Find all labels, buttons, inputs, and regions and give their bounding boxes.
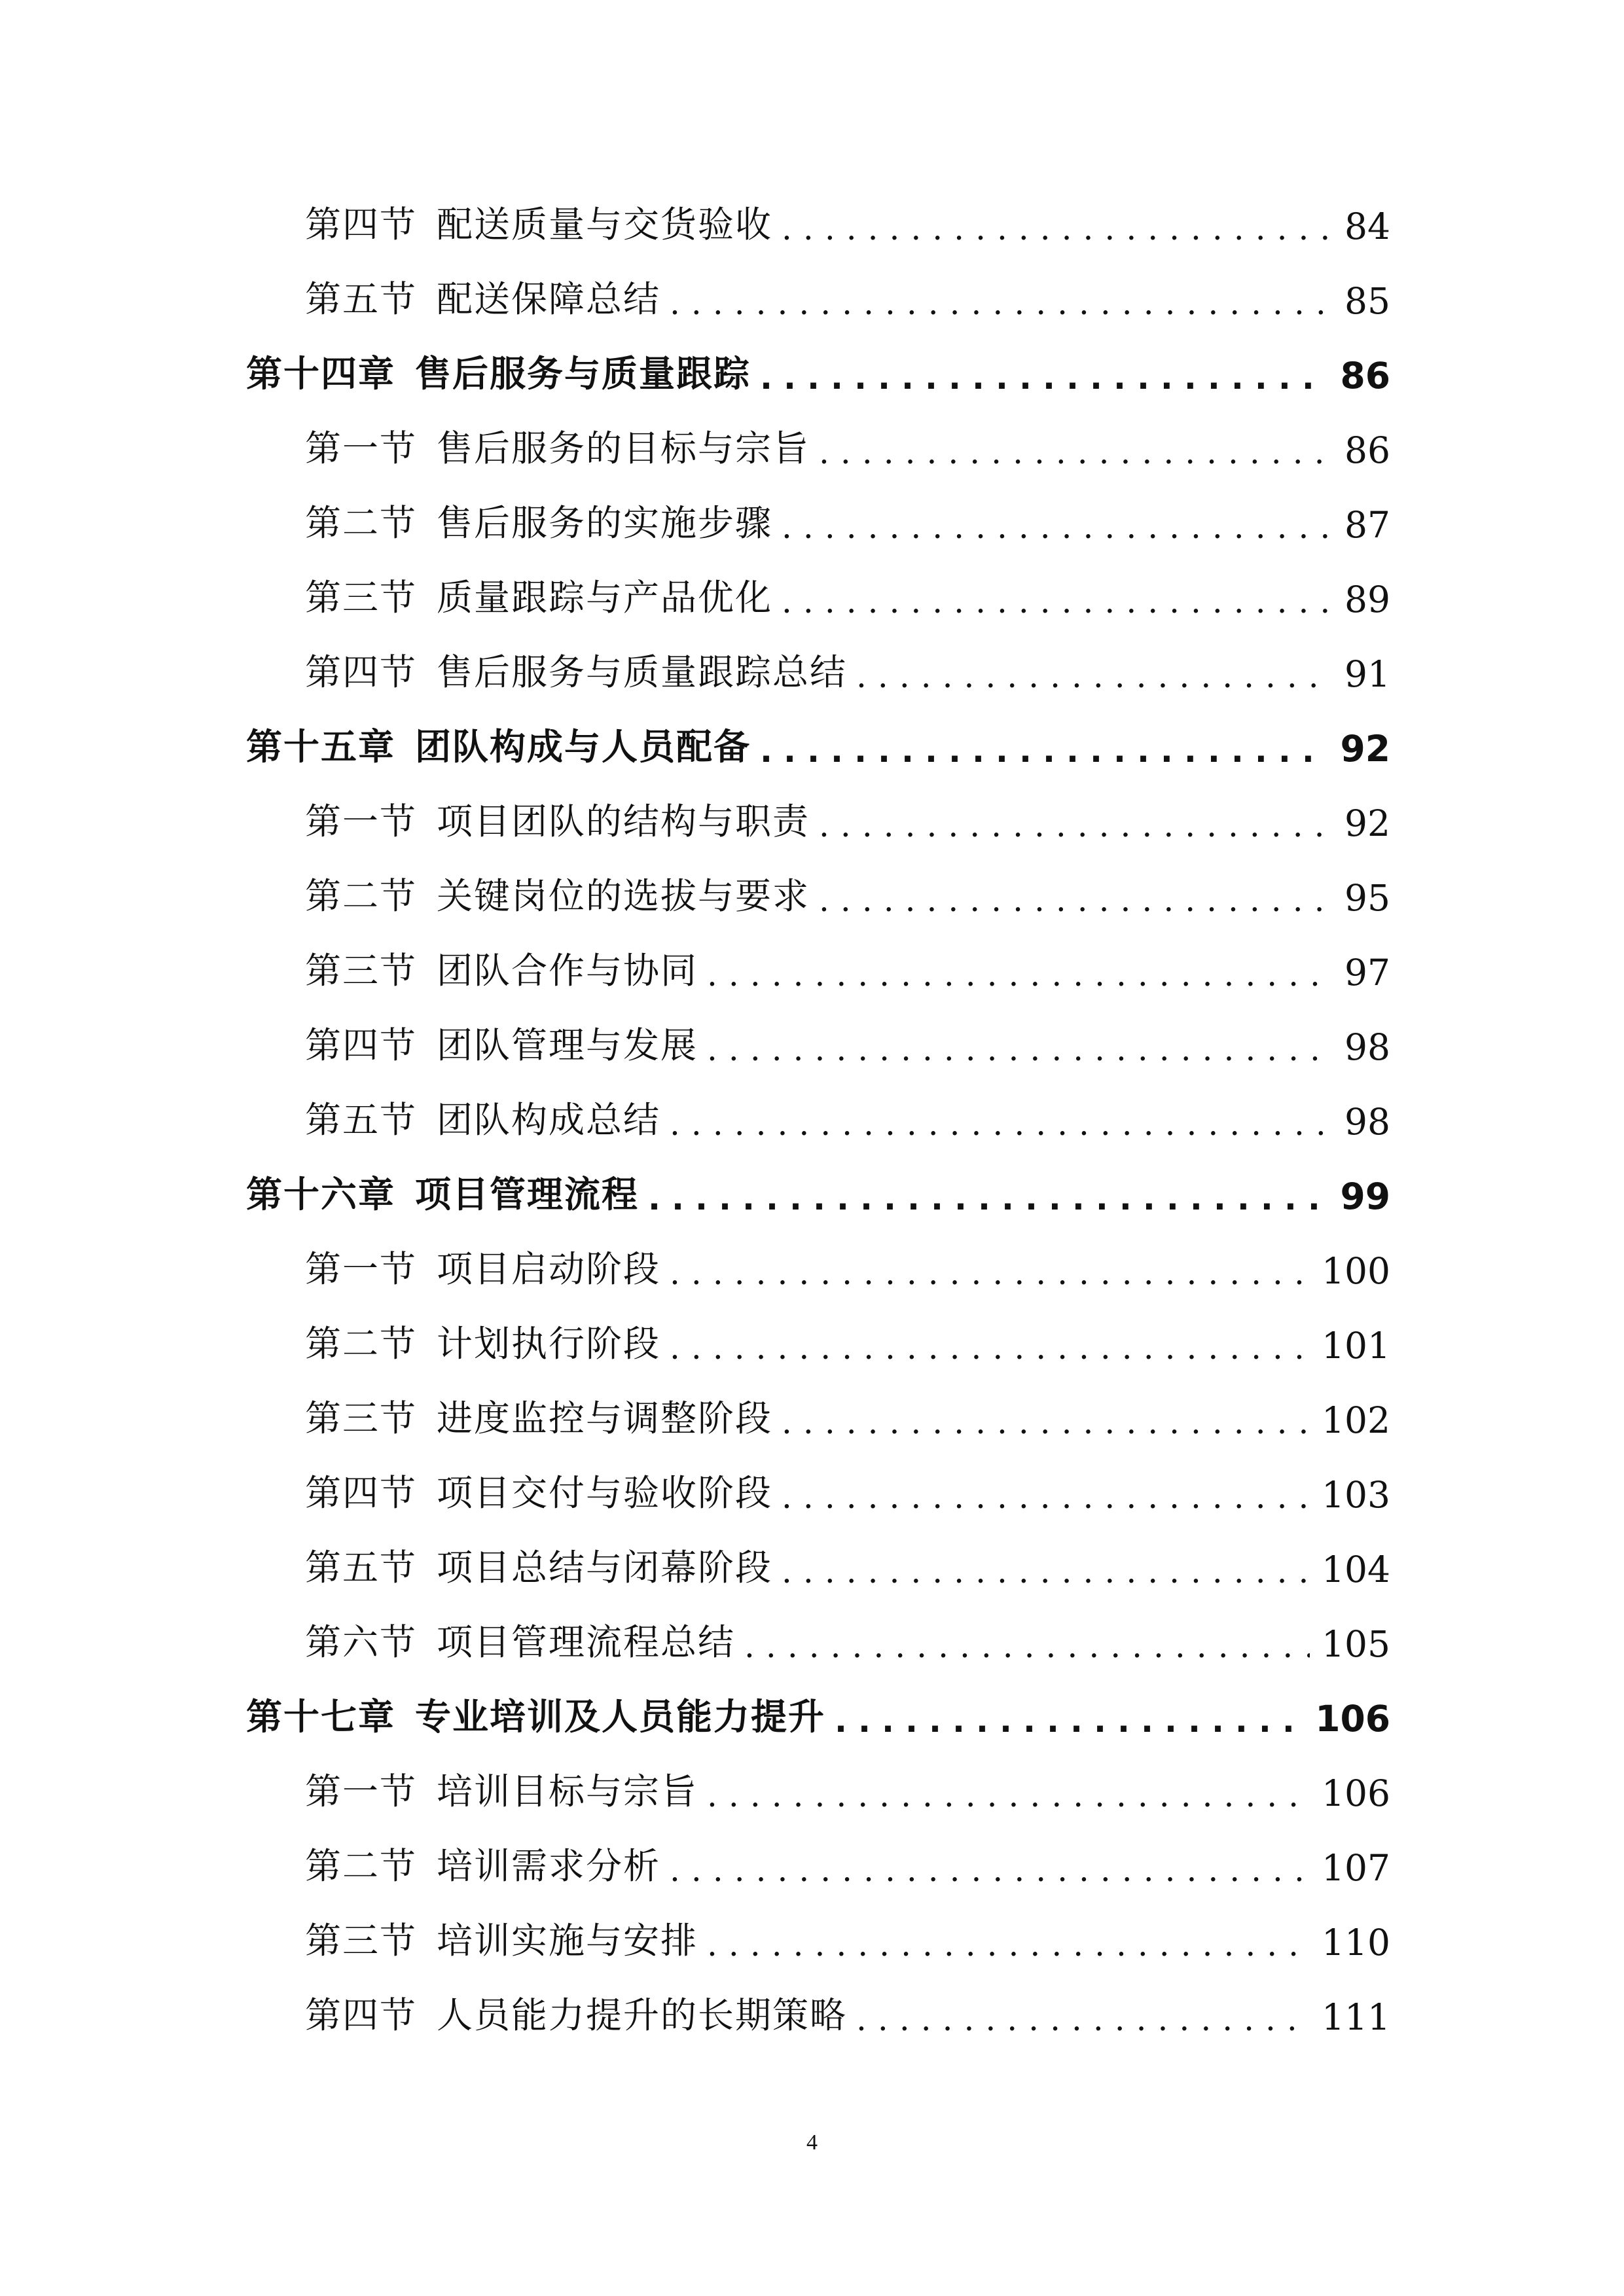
toc-section-row[interactable] <box>305 1837 1390 1889</box>
toc-section-row[interactable] <box>305 867 1390 919</box>
dot-leader <box>856 657 1333 695</box>
toc-entry-number: 第一节 <box>305 427 418 469</box>
toc-section-row[interactable] <box>305 1314 1390 1367</box>
toc-section-row[interactable] <box>305 419 1390 471</box>
toc-entry-label <box>305 1539 772 1590</box>
dot-leader <box>819 881 1333 919</box>
toc-entry-label <box>246 1166 639 1217</box>
toc-entry-title: 人员能力提升的长期策略 <box>437 1994 848 2036</box>
toc-entry-number: 第十四章 <box>246 353 396 395</box>
toc-entry-label <box>305 1912 698 1964</box>
dot-leader <box>670 284 1333 322</box>
dot-leader <box>707 956 1333 994</box>
toc-entry-label <box>305 1315 660 1367</box>
toc-entry-title: 团队合作与协同 <box>437 950 698 992</box>
toc-page-number: 106 <box>1315 1698 1390 1740</box>
toc-section-row[interactable] <box>305 493 1390 546</box>
toc-entry-label <box>305 643 847 695</box>
toc-entry-title: 团队管理与发展 <box>437 1024 698 1066</box>
toc-entry-label <box>305 420 810 471</box>
toc-section-row[interactable] <box>305 1016 1390 1068</box>
toc-entry-number: 第四节 <box>305 651 418 693</box>
toc-entry-number: 第一节 <box>305 800 418 842</box>
toc-section-row[interactable] <box>305 1463 1390 1516</box>
toc-section-row[interactable] <box>305 1762 1390 1814</box>
toc-entry-number: 第四节 <box>305 1024 418 1066</box>
dot-leader <box>707 1926 1310 1964</box>
toc-section-row[interactable] <box>305 1613 1390 1665</box>
toc-entry-title: 项目启动阶段 <box>437 1248 661 1290</box>
toc-entry-title: 售后服务的目标与宗旨 <box>437 427 810 469</box>
toc-entry-title: 进度监控与调整阶段 <box>437 1397 773 1439</box>
dot-leader <box>670 1851 1310 1889</box>
toc-chapter-row[interactable] <box>246 1165 1390 1217</box>
toc-entry-title: 质量跟踪与产品优化 <box>437 577 773 619</box>
toc-page-number: 106 <box>1322 1772 1390 1814</box>
toc-entry-label <box>305 196 772 247</box>
toc-chapter-row[interactable] <box>246 344 1390 397</box>
toc-page-number: 95 <box>1344 877 1390 919</box>
toc-page-number: 86 <box>1344 429 1390 471</box>
toc-entry-label <box>305 1613 735 1665</box>
toc-entry-title: 项目管理流程 <box>415 1174 640 1215</box>
toc-page-number: 98 <box>1344 1026 1390 1068</box>
toc-page-number: 111 <box>1322 1996 1390 2038</box>
dot-leader <box>782 508 1333 546</box>
toc-section-row[interactable] <box>305 1090 1390 1143</box>
toc-page-number: 98 <box>1344 1101 1390 1143</box>
toc-section-row[interactable] <box>305 195 1390 247</box>
toc-entry-title: 售后服务与质量跟踪 <box>415 353 751 395</box>
dot-leader <box>670 1329 1310 1367</box>
toc-entry-title: 培训实施与安排 <box>437 1920 698 1962</box>
toc-entry-title: 项目总结与闭幕阶段 <box>437 1547 773 1588</box>
dot-leader <box>782 1552 1310 1590</box>
toc-entry-label <box>305 1390 772 1441</box>
toc-page-number: 103 <box>1322 1474 1390 1516</box>
dot-leader <box>744 1627 1310 1665</box>
toc-entry-title: 售后服务与质量跟踪总结 <box>437 651 848 693</box>
toc-entry-number: 第五节 <box>305 278 418 320</box>
dot-leader <box>782 583 1333 620</box>
toc-entry-label <box>305 942 698 994</box>
toc-page-number: 97 <box>1344 952 1390 994</box>
toc-page-number: 102 <box>1322 1399 1390 1441</box>
toc-entry-number: 第五节 <box>305 1099 418 1141</box>
toc-entry-number: 第二节 <box>305 502 418 544</box>
dot-leader <box>835 1702 1303 1740</box>
dot-leader <box>856 2000 1310 2038</box>
toc-entry-label <box>305 867 810 919</box>
toc-entry-title: 配送质量与交货验收 <box>437 204 773 245</box>
dot-leader <box>819 433 1333 471</box>
toc-entry-number: 第五节 <box>305 1547 418 1588</box>
toc-page-number: 104 <box>1322 1549 1390 1590</box>
toc-section-row[interactable] <box>305 270 1390 322</box>
toc-entry-title: 培训目标与宗旨 <box>437 1770 698 1812</box>
toc-page-number: 87 <box>1344 504 1390 546</box>
toc-section-row[interactable] <box>305 1986 1390 2038</box>
toc-entry-label <box>305 494 772 546</box>
toc-page-number: 105 <box>1322 1623 1390 1665</box>
dot-leader <box>782 209 1333 247</box>
toc-entry-number: 第一节 <box>305 1248 418 1290</box>
toc-page-number: 86 <box>1340 355 1390 397</box>
toc-page-number: 110 <box>1322 1922 1390 1964</box>
toc-entry-label <box>305 1464 772 1516</box>
dot-leader <box>819 806 1333 844</box>
toc-entry-number: 第三节 <box>305 1397 418 1439</box>
toc-entry-number: 第十五章 <box>246 726 396 768</box>
dot-leader <box>782 1403 1310 1441</box>
toc-entry-title: 项目交付与验收阶段 <box>437 1472 773 1514</box>
dot-leader <box>670 1254 1310 1292</box>
toc-section-row[interactable] <box>305 1389 1390 1441</box>
toc-entry-title: 关键岗位的选拔与要求 <box>437 875 810 917</box>
toc-entry-title: 项目团队的结构与职责 <box>437 800 810 842</box>
toc-section-row[interactable] <box>305 792 1390 844</box>
toc-entry-title: 配送保障总结 <box>437 278 661 320</box>
toc-page-number: 85 <box>1344 280 1390 322</box>
toc-section-row[interactable] <box>305 941 1390 994</box>
toc-entry-title: 团队构成总结 <box>437 1099 661 1141</box>
toc-entry-number: 第一节 <box>305 1770 418 1812</box>
toc-page-number: 92 <box>1344 802 1390 844</box>
dot-leader <box>707 1776 1310 1814</box>
toc-entry-title: 培训需求分析 <box>437 1845 661 1887</box>
toc-entry-number: 第二节 <box>305 875 418 917</box>
toc-entry-number: 第十七章 <box>246 1696 396 1738</box>
toc-entry-label <box>246 1688 825 1740</box>
toc-section-row[interactable] <box>305 568 1390 620</box>
toc-chapter-row[interactable] <box>246 1687 1390 1740</box>
dot-leader <box>760 359 1328 397</box>
toc-section-row[interactable] <box>305 1538 1390 1590</box>
toc-page-number: 100 <box>1322 1250 1390 1292</box>
dot-leader <box>648 1179 1328 1217</box>
footer-page-number: 4 <box>806 2130 818 2155</box>
toc-entry-label <box>246 345 751 397</box>
toc-entry-number: 第十六章 <box>246 1174 396 1215</box>
toc-chapter-row[interactable] <box>246 717 1390 770</box>
toc-page-number: 99 <box>1340 1175 1390 1217</box>
toc-entry-number: 第二节 <box>305 1845 418 1887</box>
toc-entry-title: 专业培训及人员能力提升 <box>415 1696 826 1738</box>
toc-section-row[interactable] <box>305 1240 1390 1292</box>
toc-section-row[interactable] <box>305 1911 1390 1964</box>
toc-entry-label <box>305 1986 847 2038</box>
toc-entry-number: 第四节 <box>305 1472 418 1514</box>
toc-entry-label <box>305 1016 698 1068</box>
toc-entry-number: 第四节 <box>305 204 418 245</box>
toc-entry-label <box>305 1091 660 1143</box>
toc-entry-label <box>305 569 772 620</box>
toc-entry-number: 第三节 <box>305 577 418 619</box>
toc-entry-number: 第三节 <box>305 950 418 992</box>
toc-page-number: 92 <box>1340 728 1390 770</box>
toc-entry-title: 团队构成与人员配备 <box>415 726 751 768</box>
toc-entry-label <box>305 1240 660 1292</box>
toc-entry-title: 项目管理流程总结 <box>437 1621 736 1663</box>
dot-leader <box>707 1030 1333 1068</box>
toc-page-number: 89 <box>1344 579 1390 620</box>
toc-entry-number: 第二节 <box>305 1323 418 1365</box>
toc-entry-label <box>305 1763 698 1814</box>
toc-page-number: 84 <box>1344 206 1390 247</box>
toc-entry-title: 售后服务的实施步骤 <box>437 502 773 544</box>
dot-leader <box>670 1105 1333 1143</box>
dot-leader <box>760 732 1328 770</box>
toc-entry-number: 第三节 <box>305 1920 418 1962</box>
toc-entry-label <box>305 793 810 844</box>
toc-entry-number: 第四节 <box>305 1994 418 2036</box>
dot-leader <box>782 1478 1310 1516</box>
toc-section-row[interactable] <box>305 643 1390 695</box>
toc-entry-label <box>246 718 751 770</box>
toc-entry-title: 计划执行阶段 <box>437 1323 661 1365</box>
toc-entry-number: 第六节 <box>305 1621 418 1663</box>
toc-page-number: 91 <box>1344 653 1390 695</box>
toc-page-number: 107 <box>1322 1847 1390 1889</box>
toc-entry-label <box>305 270 660 322</box>
toc-entry-label <box>305 1837 660 1889</box>
toc-page-number: 101 <box>1322 1325 1390 1367</box>
